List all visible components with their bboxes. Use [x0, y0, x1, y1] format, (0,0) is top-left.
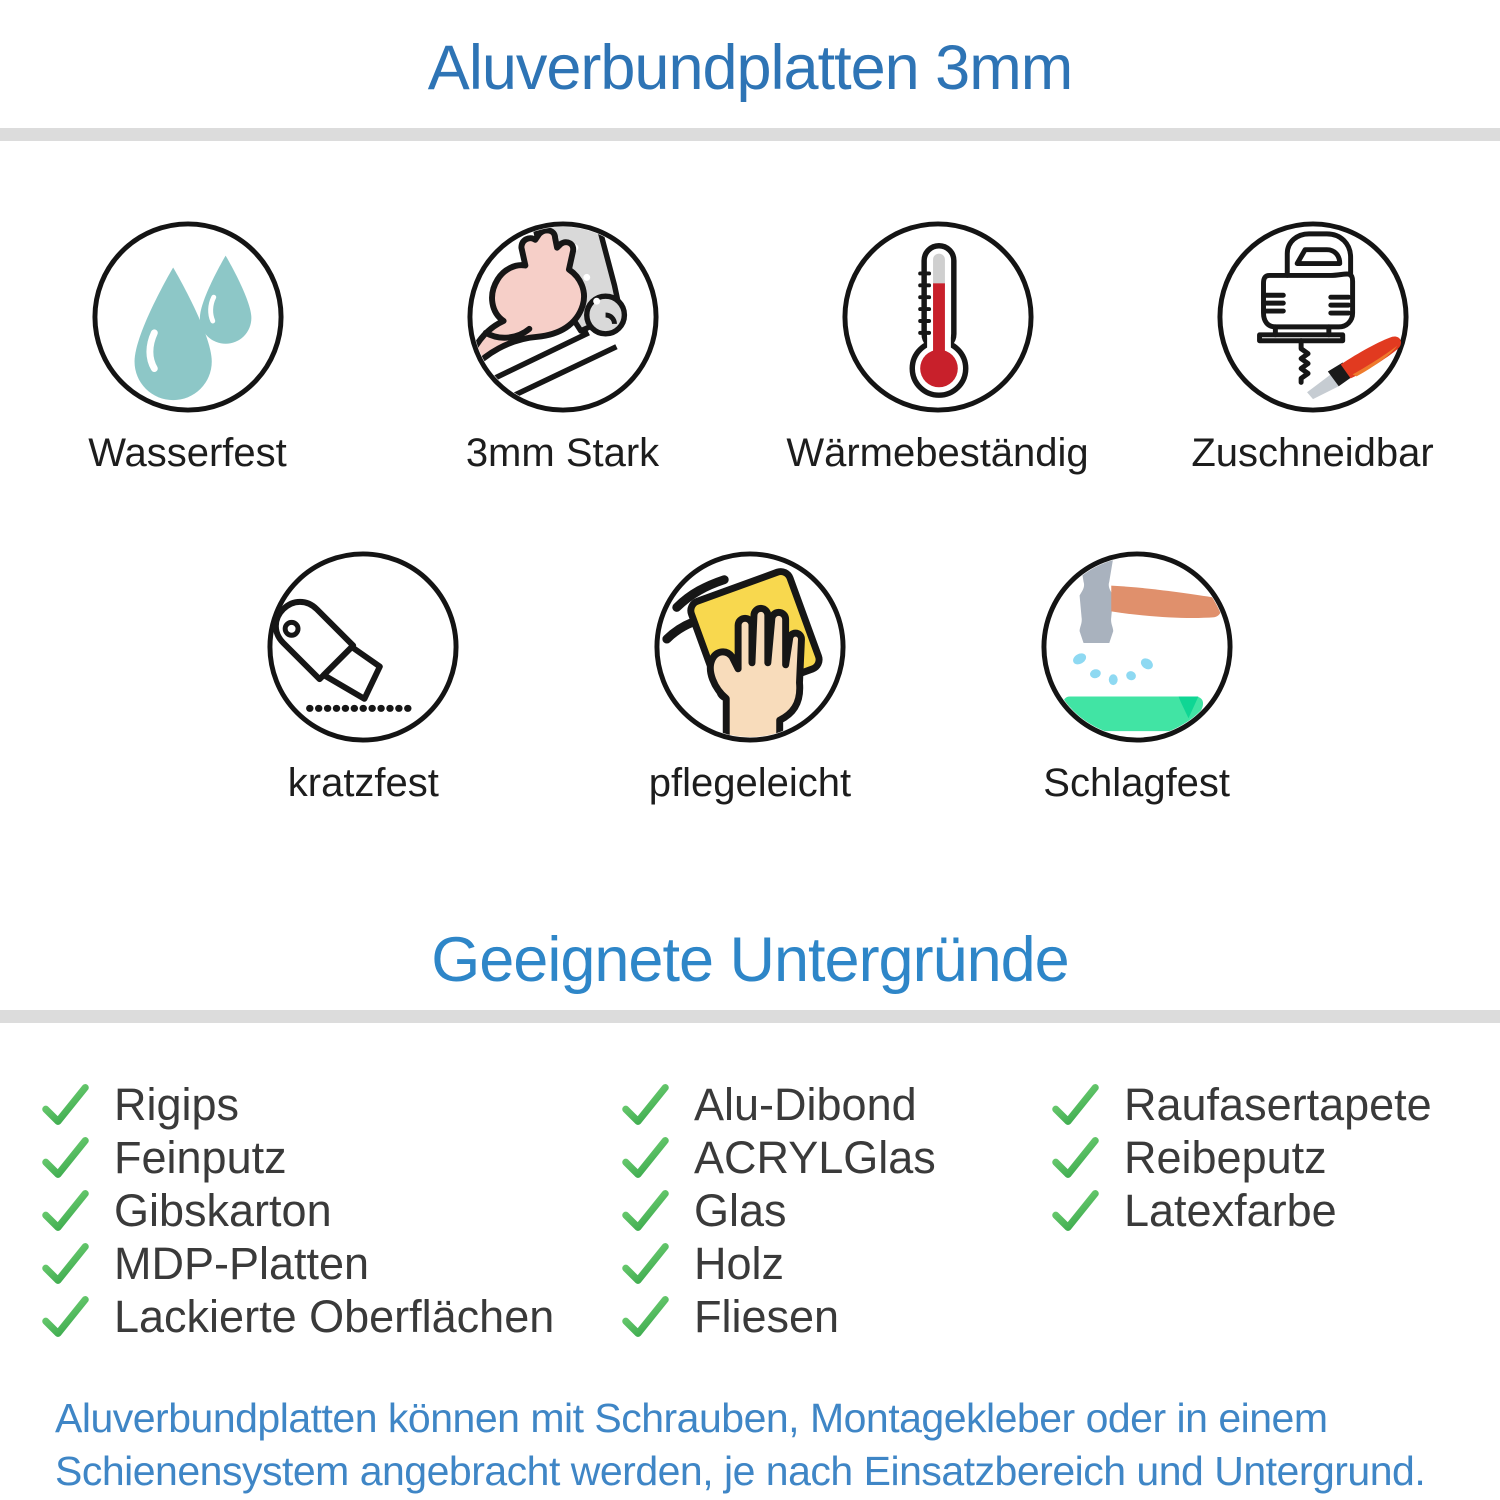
check-icon [42, 1187, 89, 1234]
feature-label: Wasserfest [88, 431, 287, 475]
substrate-item [42, 1078, 554, 1131]
check-icon [1052, 1187, 1099, 1234]
substrate-label: Raufasertapete [1124, 1078, 1432, 1130]
check-icon [1052, 1081, 1099, 1128]
substrate-label: Alu-Dibond [694, 1078, 917, 1130]
substrate-label: Latexfarbe [1124, 1184, 1337, 1236]
check-icon [42, 1134, 89, 1181]
feature-waermebestaendig [750, 218, 1125, 476]
mounting-note-line-1: Aluverbundplatten können mit Schrauben, Montagekleber oder in einem [55, 1395, 1328, 1441]
substrate-item [42, 1184, 554, 1237]
substrate-label: Feinputz [114, 1131, 287, 1183]
substrates-title: Geeignete Untergründe [431, 925, 1069, 995]
substrate-item [42, 1237, 554, 1290]
mounting-note [55, 1392, 1475, 1498]
features-row-2 [170, 548, 1330, 806]
feature-label: Schlagfest [1043, 761, 1231, 805]
feature-label: 3mm Stark [465, 431, 660, 475]
jigsaw-knife-icon [1214, 218, 1412, 416]
substrate-item [1052, 1131, 1432, 1184]
feature-label: pflegeleicht [648, 761, 852, 805]
substrate-label: ACRYLGlas [694, 1131, 936, 1183]
substrate-label: Holz [694, 1237, 785, 1289]
check-icon [622, 1081, 669, 1128]
divider-bar [0, 1010, 1500, 1023]
feature-3mm-stark [375, 218, 750, 476]
substrate-item [622, 1237, 936, 1290]
feature-label: Wärmebeständig [786, 431, 1089, 475]
substrate-label: MDP-Platten [114, 1237, 370, 1289]
substrate-label: Glas [694, 1184, 787, 1236]
substrate-item [1052, 1184, 1432, 1237]
hand-cloth-icon [651, 548, 849, 746]
check-icon [1052, 1134, 1099, 1181]
check-icon [42, 1081, 89, 1128]
substrate-item [42, 1290, 554, 1343]
substrate-label: Gibskarton [114, 1184, 332, 1236]
substrate-item [622, 1078, 936, 1131]
water-drops-icon [89, 218, 287, 416]
check-icon [622, 1187, 669, 1234]
substrate-item [1052, 1078, 1432, 1131]
feature-label: kratzfest [287, 761, 439, 805]
substrates-column-1 [42, 1078, 554, 1343]
check-icon [622, 1293, 669, 1340]
substrate-label: Rigips [114, 1078, 240, 1130]
substrate-label: Lackierte Oberflächen [114, 1290, 555, 1342]
features-row-1 [0, 218, 1500, 476]
check-icon [42, 1293, 89, 1340]
substrate-item [42, 1131, 554, 1184]
utility-knife-icon [264, 548, 462, 746]
feature-kratzfest [170, 548, 557, 806]
check-icon [622, 1240, 669, 1287]
divider-bar [0, 128, 1500, 141]
check-icon [622, 1134, 669, 1181]
thermometer-icon [839, 218, 1037, 416]
feature-pflegeleicht [557, 548, 944, 806]
check-icon [42, 1240, 89, 1287]
substrate-item [622, 1184, 936, 1237]
feature-zuschneidbar [1125, 218, 1500, 476]
substrate-label: Fliesen [694, 1290, 840, 1342]
feature-label: Zuschneidbar [1191, 431, 1434, 475]
feature-wasserfest [0, 218, 375, 476]
feature-schlagfest [943, 548, 1330, 806]
substrates-column-2 [622, 1078, 936, 1343]
substrate-label: Reibeputz [1124, 1131, 1327, 1183]
hammer-surface-icon [1038, 548, 1236, 746]
substrate-item [622, 1290, 936, 1343]
substrate-item [622, 1131, 936, 1184]
muscle-arm-panel-icon [464, 218, 662, 416]
substrates-column-3 [1052, 1078, 1432, 1237]
page-title: Aluverbundplatten 3mm [427, 33, 1073, 103]
mounting-note-line-2: Schienensystem angebracht werden, je nach Einsatzbereich und Untergrund. [55, 1448, 1426, 1494]
